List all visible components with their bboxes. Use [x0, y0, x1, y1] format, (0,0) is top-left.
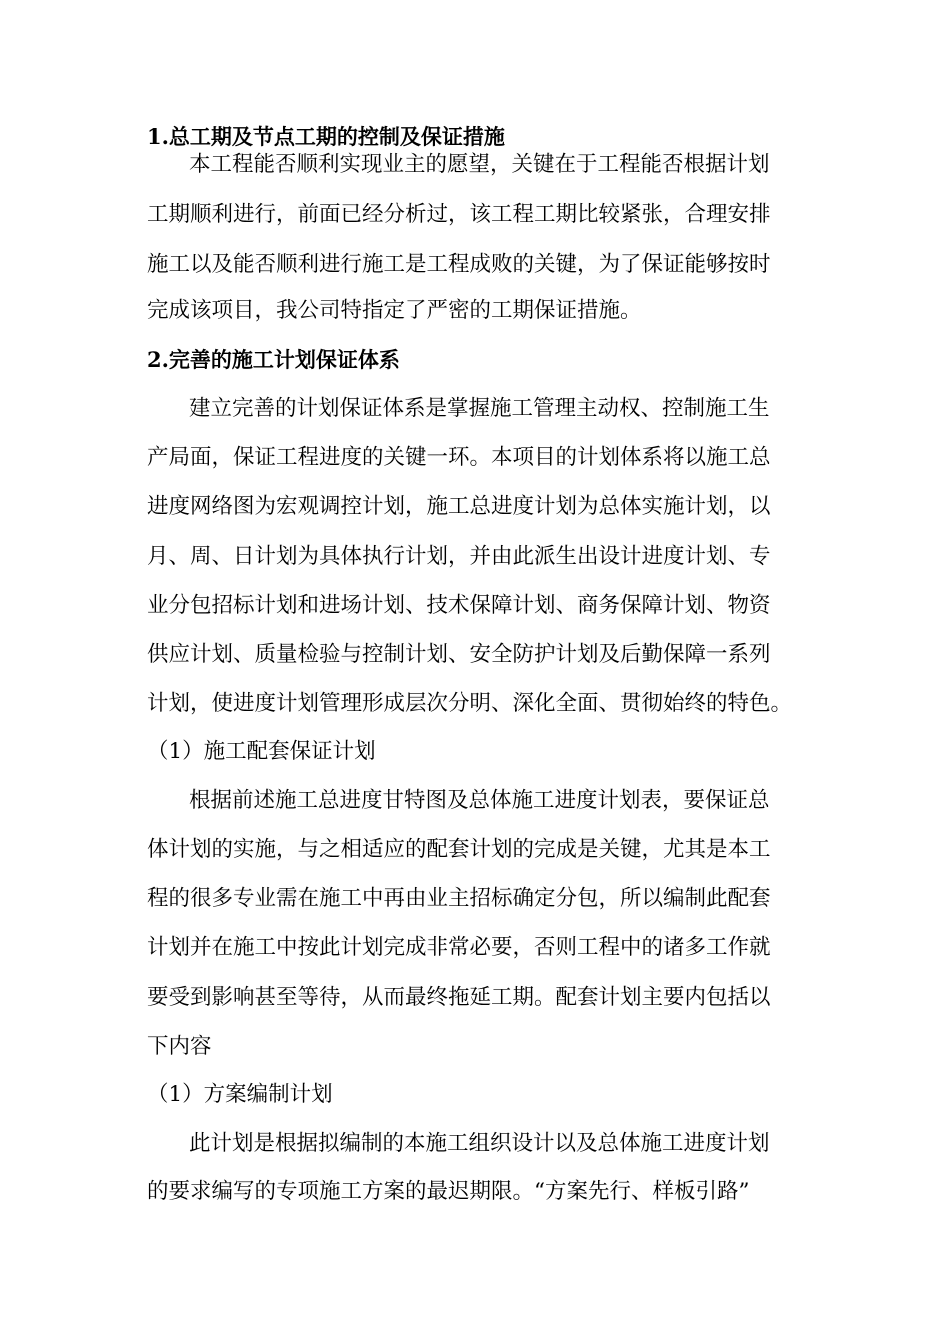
subsection-1-line-5: 要受到影响甚至等待，从而最终拖延工期。配套计划主要内包括以 — [147, 985, 771, 1010]
section-2-line-4: 月、周、日计划为具体执行计划，并由此派生出设计进度计划、专 — [147, 544, 771, 569]
subsection-1-line-4: 计划并在施工中按此计划完成非常必要，否则工程中的诸多工作就 — [147, 935, 771, 960]
section-1-heading: 1.总工期及节点工期的控制及保证措施 — [147, 124, 505, 149]
section-2-line-3: 进度网络图为宏观调控计划，施工总进度计划为总体实施计划，以 — [147, 494, 771, 519]
section-2-line-6: 供应计划、质量检验与控制计划、安全防护计划及后勤保障一系列 — [147, 642, 771, 667]
section-1-line-1: 本工程能否顺利实现业主的愿望，关键在于工程能否根据计划 — [189, 152, 770, 177]
subsection-2-line-2: 的要求编写的专项施工方案的最迟期限。“方案先行、样板引路” — [147, 1179, 750, 1204]
section-1-line-2: 工期顺利进行，前面已经分析过，该工程工期比较紧张，合理安排 — [147, 202, 771, 227]
subsection-2-heading: （1）方案编制计划 — [147, 1082, 333, 1107]
section-2-line-2: 产局面，保证工程进度的关键一环。本项目的计划体系将以施工总 — [147, 445, 771, 470]
subsection-1-line-2: 体计划的实施，与之相适应的配套计划的完成是关键，尤其是本工 — [147, 837, 771, 862]
subsection-1-heading: （1）施工配套保证计划 — [147, 739, 376, 764]
subsection-1-line-1: 根据前述施工总进度甘特图及总体施工进度计划表，要保证总 — [189, 788, 770, 813]
section-1-line-3: 施工以及能否顺利进行施工是工程成败的关键，为了保证能够按时 — [147, 252, 771, 277]
section-2-line-1: 建立完善的计划保证体系是掌握施工管理主动权、控制施工生 — [189, 396, 770, 421]
subsection-2-line-1: 此计划是根据拟编制的本施工组织设计以及总体施工进度计划 — [189, 1131, 770, 1156]
section-1-line-4: 完成该项目，我公司特指定了严密的工期保证措施。 — [147, 298, 642, 323]
subsection-1-line-3: 程的很多专业需在施工中再由业主招标确定分包，所以编制此配套 — [147, 886, 771, 911]
section-2-line-5: 业分包招标计划和进场计划、技术保障计划、商务保障计划、物资 — [147, 593, 771, 618]
section-2-heading: 2.完善的施工计划保证体系 — [147, 347, 400, 372]
section-2-line-7: 计划，使进度计划管理形成层次分明、深化全面、贯彻始终的特色。 — [147, 691, 793, 716]
subsection-1-line-6: 下内容 — [147, 1034, 212, 1059]
